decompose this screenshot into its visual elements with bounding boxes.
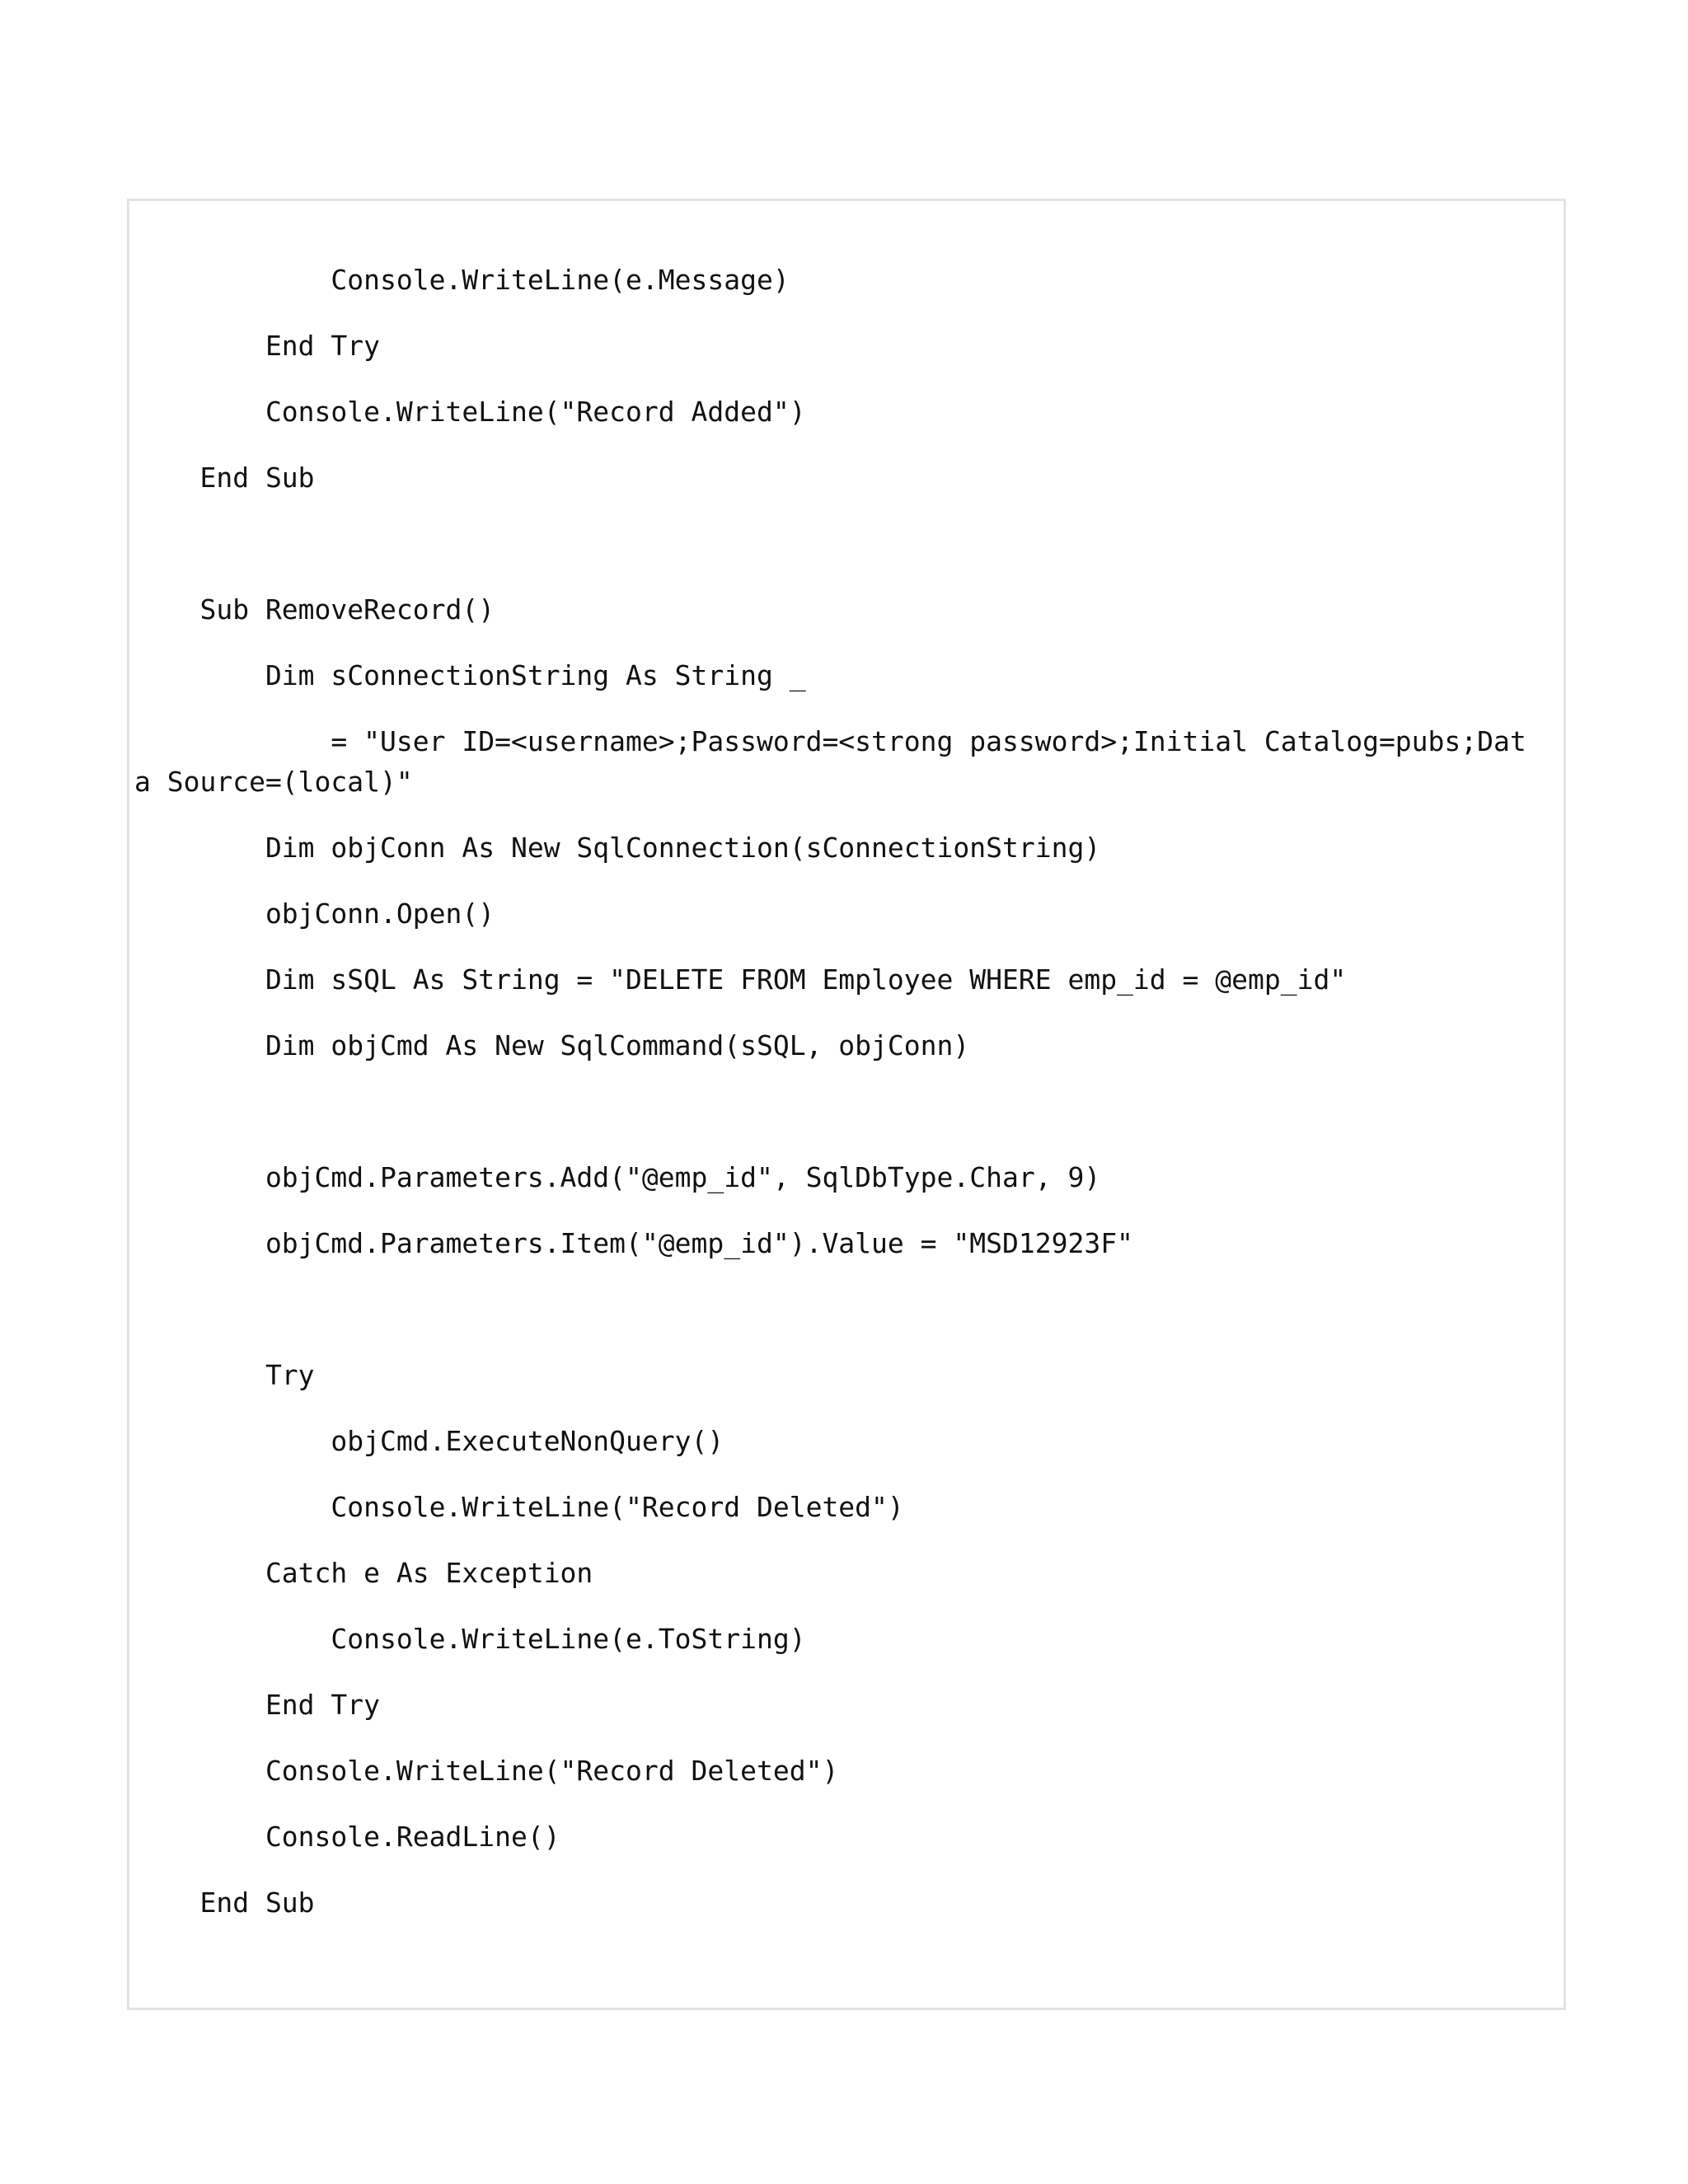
code-line: Catch e As Exception [134, 1557, 593, 1589]
code-line: a Source=(local)" [134, 766, 413, 798]
code-line: End Try [134, 330, 381, 362]
code-line: Console.WriteLine("Record Added") [134, 396, 806, 428]
code-line: Dim objConn As New SqlConnection(sConnectionString) [134, 832, 1101, 864]
code-line: End Sub [134, 462, 315, 494]
code-block [127, 199, 1566, 2010]
code-line: Dim sConnectionString As String _ [134, 659, 806, 691]
code-line: Try [134, 1359, 315, 1391]
code-line: Dim sSQL As String = "DELETE FROM Employee WHERE emp_id = @emp_id" [134, 963, 1347, 996]
code-line: Dim objCmd As New SqlCommand(sSQL, objConn) [134, 1029, 970, 1062]
code-line: objCmd.Parameters.Add("@emp_id", SqlDbType.Char, 9) [134, 1161, 1101, 1193]
code-line: End Try [134, 1689, 381, 1721]
code-line: Console.ReadLine() [134, 1821, 560, 1853]
code-line: Console.WriteLine(e.Message) [134, 264, 790, 296]
code-line: = "User ID=<username>;Password=<strong password>;Initial Catalog=pubs;Dat [134, 725, 1526, 757]
code-line: Console.WriteLine("Record Deleted") [134, 1491, 904, 1523]
code-line: objCmd.Parameters.Item("@emp_id").Value = "MSD12923F" [134, 1227, 1133, 1259]
code-line: End Sub [134, 1886, 315, 1919]
code-line: objConn.Open() [134, 898, 495, 930]
code-line: objCmd.ExecuteNonQuery() [134, 1425, 724, 1457]
code-line: Console.WriteLine(e.ToString) [134, 1623, 806, 1655]
code-line: Sub RemoveRecord() [134, 593, 495, 626]
code-line: Console.WriteLine("Record Deleted") [134, 1755, 839, 1787]
